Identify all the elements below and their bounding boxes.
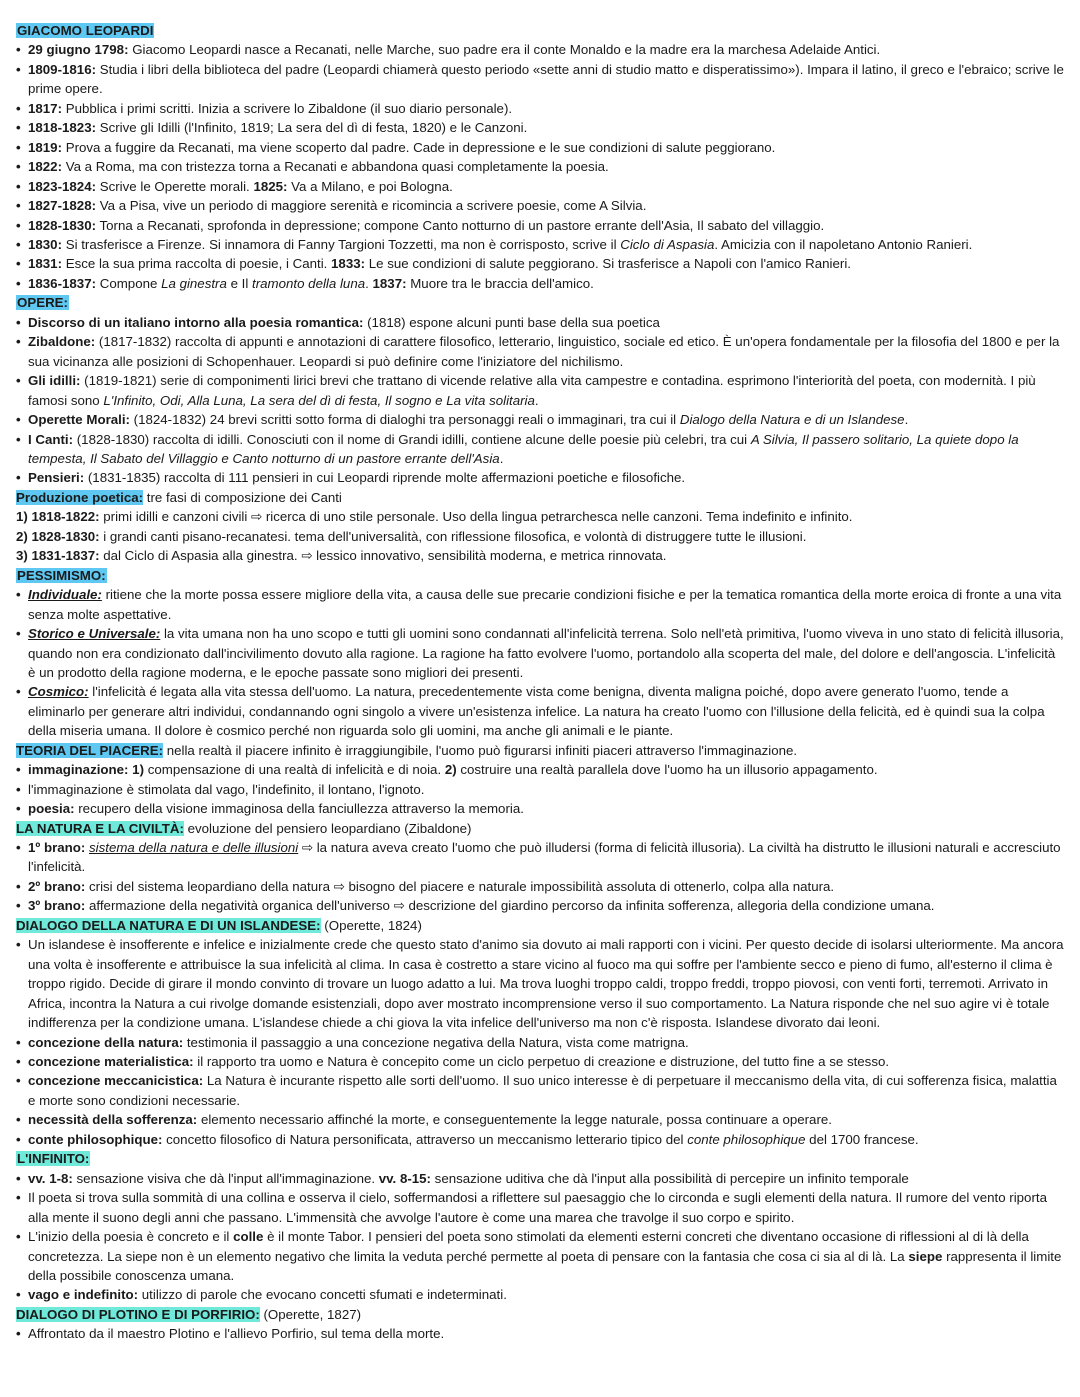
bold-term: vv. 1-8: — [28, 1170, 73, 1186]
text-run: elemento necessario affinché la morte, e conseguentemente la legge naturale, possa continuare a operare. — [197, 1112, 832, 1128]
text-run: A Silvia, Il passero solitario, La quiete dopo la tempesta, Il Sabato del Villaggio e Canto notturno di un pastore errante dell'Asia — [28, 431, 1019, 466]
text-run: Il poeta si trova sulla sommità di una collina e osserva il cielo, soffermandosi a riflettere sul paesaggio che lo circonda e sugli elementi della natura. Il rumore del vento riporta alla mente il suono degli anni che passano. L'immensità che avvolge l'autore è come una marea che travolge il suo corpo e spirito. — [28, 1190, 1047, 1225]
section-heading-label: L'INFINITO: — [17, 1151, 90, 1167]
bullet-icon: • — [16, 334, 21, 350]
bold-term: vv. 8-15: — [378, 1170, 431, 1186]
bullet-icon: • — [16, 100, 21, 116]
text-run: . — [534, 392, 539, 408]
section-heading-label: GIACOMO LEOPARDI — [17, 23, 154, 38]
text-line — [16, 1305, 1066, 1324]
list-item — [16, 935, 1066, 1032]
text-run: Va a Roma, ma con tristezza torna a Recanati e abbandona quasi completamente la poesia. — [62, 159, 609, 175]
text-run: (1819-1821) serie di componimenti lirici brevi che trattano di vicende relative alla vita campestre e contadina. esprimono l'interiorità del poeta, con modernità. I più famosi sono — [28, 373, 1036, 408]
bullet-icon: • — [16, 587, 21, 603]
bullet-icon: • — [16, 1034, 21, 1050]
bold-term: conte philosophique: — [28, 1131, 163, 1147]
bold-term: 1818-1823: — [28, 120, 97, 136]
list-item — [16, 196, 1066, 215]
bold-term: Gli idilli: — [28, 373, 81, 389]
bullet-icon: • — [16, 178, 21, 194]
bullet-icon: • — [16, 781, 21, 797]
text-run: . — [365, 275, 373, 291]
bold-term: 1833: — [331, 256, 366, 272]
text-run: dal Ciclo di Aspasia alla ginestra. ⇨ lessico innovativo, sensibilità moderna, e metrica rinnovata. — [99, 548, 667, 564]
list-item — [16, 1052, 1066, 1071]
bullet-icon: • — [16, 1073, 21, 1089]
text-run: e Il — [226, 275, 253, 291]
bold-term: necessità della sofferenza: — [28, 1112, 198, 1128]
list-item — [16, 157, 1066, 176]
bold-term: colle — [233, 1229, 264, 1245]
bold-term: 2º brano: — [28, 878, 86, 894]
text-run: . — [904, 412, 909, 428]
text-run: primi idilli e canzoni civili ⇨ ricerca di uno stile personale. Uso della lingua petrarchesca nelle canzoni. Tema indefinito e infinito. — [99, 509, 853, 525]
text-run: Pubblica i primi scritti. Inizia a scrivere lo Zibaldone (il suo diario personale). — [62, 100, 513, 116]
list-item — [16, 430, 1066, 469]
bullet-icon: • — [16, 840, 21, 856]
text-run: conte philosophique — [687, 1131, 806, 1147]
list-item — [16, 313, 1066, 332]
bold-term: 1817: — [28, 100, 63, 116]
text-run: Ciclo di Aspasia — [620, 236, 715, 252]
list-item — [16, 40, 1066, 59]
bold-term: 29 giugno 1798: — [28, 42, 129, 58]
text-run: i grandi canti pisano-recanatesi. tema dell'universalità, con riflessione filosofica, e volontà di distruggere tutte le illusioni. — [99, 528, 807, 544]
bullet-icon: • — [16, 626, 21, 642]
text-run: sensazione visiva che dà l'input all'immaginazione. — [72, 1170, 379, 1186]
list-item — [16, 216, 1066, 235]
bold-term: Cosmico: — [28, 684, 89, 700]
bullet-icon: • — [16, 1131, 21, 1147]
list-item — [16, 896, 1066, 915]
bullet-icon: • — [16, 1190, 21, 1206]
bullet-icon: • — [16, 470, 21, 486]
text-run: testimonia il passaggio a una concezione negativa della Natura, vista come matrigna. — [183, 1034, 689, 1050]
bold-term: 1º brano: — [28, 840, 86, 856]
bold-term: immaginazione: 1) — [28, 762, 144, 778]
text-run: La Natura è incurante rispetto alle sorti dell'uomo. Il suo unico interesse è di perpetuare il meccanismo della vita, di cui sofferenza fisica, malattia e morte sono condizioni necessarie. — [28, 1073, 1057, 1108]
text-run: Giacomo Leopardi nasce a Recanati, nelle Marche, suo padre era il conte Monaldo e la madre era la marchesa Adelaide Antici. — [128, 42, 881, 58]
list-item — [16, 1033, 1066, 1052]
bold-term: 1830: — [28, 236, 63, 252]
text-line — [16, 741, 1066, 760]
text-run: nella realtà il piacere infinito è irraggiungibile, l'uomo può figurarsi infiniti piaceri attraverso l'immaginazione. — [163, 742, 798, 758]
list-item — [16, 877, 1066, 896]
bullet-icon: • — [16, 937, 21, 953]
section-heading-label: Produzione poetica: — [16, 489, 144, 505]
bold-term: I Canti: — [28, 431, 74, 447]
list-item — [16, 1285, 1066, 1304]
text-run: . — [499, 450, 504, 466]
list-item — [16, 60, 1066, 99]
list-item — [16, 799, 1066, 818]
bold-term: 3) 1831-1837: — [16, 548, 100, 564]
bold-term: concezione materialistica: — [28, 1054, 194, 1070]
list-item — [16, 780, 1066, 799]
text-run: crisi del sistema leopardiano della natura ⇨ bisogno del piacere e naturale impossibilità assoluta di ottenerlo, colpa alla natura. — [85, 878, 835, 894]
section-heading-giacomo-leopardi — [16, 21, 1066, 40]
bold-term: concezione della natura: — [28, 1034, 184, 1050]
text-run: Va a Milano, e poi Bologna. — [287, 178, 453, 194]
text-run: Scrive le Operette morali. — [96, 178, 254, 194]
bold-term: vago e indefinito: — [28, 1287, 139, 1303]
bullet-icon: • — [16, 61, 21, 77]
text-run: ⇨ la natura aveva creato l'uomo che può illudersi (forma di felicità illusoria). La civiltà ha distrutto le illusioni naturali e accresciuto l'infelicità. — [28, 840, 1061, 875]
bullet-icon: • — [16, 256, 21, 272]
bold-term: 1828-1830: — [28, 217, 97, 233]
bold-term: Operette Morali: — [28, 412, 130, 428]
bullet-icon: • — [16, 412, 21, 428]
list-item — [16, 99, 1066, 118]
list-item — [16, 235, 1066, 254]
bullet-icon: • — [16, 139, 21, 155]
text-run: tre fasi di composizione dei Canti — [143, 489, 342, 505]
list-item — [16, 1227, 1066, 1285]
bullet-icon: • — [16, 431, 21, 447]
bold-term: poesia: — [28, 801, 75, 817]
list-item — [16, 838, 1066, 877]
bullet-icon: • — [16, 159, 21, 175]
list-item — [16, 624, 1066, 682]
text-run: (1818) espone alcuni punti base della sua poetica — [363, 314, 660, 330]
bullet-icon: • — [16, 217, 21, 233]
bullet-icon: • — [16, 120, 21, 136]
bold-term: 1827-1828: — [28, 198, 97, 214]
text-run: Scrive gli Idilli (l'Infinito, 1819; La sera del dì di festa, 1820) e le Canzoni. — [96, 120, 528, 136]
text-run: costruire una realtà parallela dove l'uomo ha un illusorio appagamento. — [456, 762, 878, 778]
text-run: Compone — [96, 275, 162, 291]
text-run: (1831-1835) raccolta di 111 pensieri in cui Leopardi riprende molte affermazioni poetiche e filosofiche. — [84, 470, 686, 486]
text-run: recupero della visione immaginosa della fanciullezza attraverso la memoria. — [74, 801, 524, 817]
text-run: Si trasferisce a Firenze. Si innamora di Fanny Targioni Tozzetti, ma non è corrisposto, scrive il — [62, 236, 621, 252]
text-run: Un islandese è insofferente e infelice e inizialmente crede che questo stato d'animo sia dovuto ai mali rapporti con i vicini. Per questo decide di isolarsi ulteriormente. Ma ancora una volta è insofferente e attribuisce la sua infelicità al clima. In casa è costretto a stare vicino al fuoco ma qui soffre per l'ambiente secco e pieno di fumo, all'esterno il clima è troppo rigido. Decide di girare il mondo convinto di trovare un luogo adatto a lui. Ma trova luoghi troppo caldi, troppo freddi, troppo piovosi, con venti forti, terremoti. Arrivato in Africa, incontra la Natura a cui rivolge domande esistenziali, dopo aver mostrato incomprensione verso il suo comportamento. La Natura risponde che nel suo agire vi è totale indifferenza per la condizione umana. L'islandese chiede a chi giova la vita infelice dell'universo ma non c'è risposta. Islandese divorato dai leoni. — [28, 937, 1064, 1031]
text-run: sensazione uditiva che dà l'input alla possibilità di percepire un infinito temporale — [430, 1170, 909, 1186]
list-item — [16, 1188, 1066, 1227]
bold-term: 1825: — [253, 178, 288, 194]
bold-term: 2) 1828-1830: — [16, 528, 100, 544]
list-item — [16, 254, 1066, 273]
section-heading-label: TEORIA DEL PIACERE: — [16, 742, 164, 758]
text-run: Le sue condizioni di salute peggiorano. Si trasferisce a Napoli con l'amico Ranieri. — [365, 256, 851, 272]
bold-term: Discorso di un italiano intorno alla poesia romantica: — [28, 314, 364, 330]
list-item — [16, 410, 1066, 429]
text-run: affermazione della negatività organica dell'universo ⇨ descrizione del giardino percorso da infinita sofferenza, allegoria della condizione umana. — [85, 898, 935, 914]
list-item — [16, 1169, 1066, 1188]
list-item — [16, 274, 1066, 293]
text-run: l'immaginazione è stimolata dal vago, l'indefinito, il lontano, l'ignoto. — [28, 781, 425, 797]
text-line — [16, 546, 1066, 565]
text-run: (1828-1830) raccolta di idilli. Conosciuti con il nome di Grandi idilli, contiene alcune delle poesie più celebri, tra cui — [73, 431, 751, 447]
bold-term: 1836-1837: — [28, 275, 97, 291]
text-run: La ginestra — [161, 275, 227, 291]
list-item — [16, 1071, 1066, 1110]
bold-term: 1823-1824: — [28, 178, 97, 194]
bullet-icon: • — [16, 684, 21, 700]
bold-term: Zibaldone: — [28, 334, 96, 350]
bold-term: 2) — [444, 762, 457, 778]
bold-term: 1809-1816: — [28, 61, 97, 77]
text-run: rappresenta il limite della possibile conoscenza umana. — [28, 1248, 1062, 1283]
section-heading-label: OPERE: — [17, 295, 68, 311]
text-run: utilizzo di parole che evocano concetti sfumati e indeterminati. — [138, 1287, 507, 1303]
list-item — [16, 468, 1066, 487]
bullet-icon: • — [16, 801, 21, 817]
text-run: compensazione di una realtà di infelicità e di noia. — [144, 762, 445, 778]
text-line — [16, 507, 1066, 526]
bullet-icon: • — [16, 275, 21, 291]
text-run: sistema della natura e delle illusioni — [89, 840, 299, 856]
bold-term: Individuale: — [28, 587, 102, 603]
bold-term: 1837: — [372, 275, 407, 291]
section-heading-label: DIALOGO DI PLOTINO E DI PORFIRIO: — [16, 1306, 260, 1322]
text-run: Esce la sua prima raccolta di poesie, i Canti. — [62, 256, 332, 272]
bold-term: concezione meccanicistica: — [28, 1073, 204, 1089]
text-run: (1824-1832) 24 brevi scritti sotto forma di dialoghi tra personaggi reali o immaginari, tra cui il — [129, 412, 680, 428]
section-heading-label: DIALOGO DELLA NATURA E DI UN ISLANDESE: — [16, 917, 321, 933]
list-item — [16, 585, 1066, 624]
bullet-icon: • — [16, 1170, 21, 1186]
list-item — [16, 371, 1066, 410]
text-run: Prova a fuggire da Recanati, ma viene scoperto dal padre. Cade in depressione e le sue condizioni di salute peggiorano. — [62, 139, 776, 155]
text-run: evoluzione del pensiero leopardiano (Zibaldone) — [183, 820, 472, 836]
list-item — [16, 760, 1066, 779]
text-run: l'infelicità é legata alla vita stessa dell'uomo. La natura, precedentemente vista come benigna, diventa maligna poiché, dopo avere generato l'uomo, tende a eliminarlo per generare altri individui, condannando ogni singolo a vivere un'esistenza infelice. La natura ha creato l'uomo con l'illusione della felicità, ed è quindi sua la colpa della miseria umana. Il dolore è cosmico perché non riguarda solo gli uomini, ma anche gli animali e le piante. — [28, 684, 1045, 739]
text-line — [16, 527, 1066, 546]
text-run: la vita umana non ha uno scopo e tutti gli uomini sono condannati all'infelicità terrena. Solo nell'età primitiva, l'uomo viveva in uno stato di felicità illusoria, quando non era condizionato dall'incivilimento dovuto alla ragione. La ragione ha fatto evolvere l'uomo, portandolo alla scoperta del male, del dolore e dell'angoscia. L'infelicità è un prodotto della ragione moderna, e le epoche passate sono migliori dei presenti. — [28, 626, 1064, 680]
bullet-icon: • — [16, 1229, 21, 1245]
bullet-icon: • — [16, 42, 21, 58]
text-line — [16, 819, 1066, 838]
bold-term: 1) 1818-1822: — [16, 509, 100, 525]
text-run: il rapporto tra uomo e Natura è concepito come un ciclo perpetuo di creazione e distruzione, del tutto fine a se stesso. — [193, 1054, 890, 1070]
bold-term: Pensieri: — [28, 470, 85, 486]
bold-term: 1822: — [28, 159, 63, 175]
text-run: Affrontato da il maestro Plotino e l'allievo Porfirio, sul tema della morte. — [28, 1326, 445, 1342]
list-item — [16, 138, 1066, 157]
section-heading-opere — [16, 293, 1066, 312]
list-item — [16, 1324, 1066, 1343]
bold-term: 1831: — [28, 256, 63, 272]
text-line — [16, 488, 1066, 507]
bold-term: siepe — [908, 1248, 943, 1264]
list-item — [16, 177, 1066, 196]
text-run: (Operette, 1824) — [320, 917, 422, 933]
bullet-icon: • — [16, 373, 21, 389]
text-run: Va a Pisa, vive un periodo di maggiore serenità e ricomincia a scrivere poesie, come A Silvia. — [96, 198, 647, 214]
bullet-icon: • — [16, 898, 21, 914]
bullet-icon: • — [16, 762, 21, 778]
list-item — [16, 332, 1066, 371]
section-heading-label: PESSIMISMO: — [17, 567, 106, 583]
text-line — [16, 916, 1066, 935]
text-run: L'Infinito, Odi, Alla Luna, La sera del dì di festa, Il sogno e La vita solitaria — [103, 392, 535, 408]
bold-term: Storico e Universale: — [28, 626, 161, 642]
text-run: (1817-1832) raccolta di appunti e annotazioni di carattere filosofico, letterario, linguistico, sociale ed etico. È un'opera fondamentale per la filosofia del 1800 e per la sua vicinanza alle posizioni di Schopenhauer. Leopardi si può definire come l'iniziatore del nichilismo. — [28, 334, 1060, 369]
bullet-icon: • — [16, 1287, 21, 1303]
bullet-icon: • — [16, 198, 21, 214]
text-run: concetto filosofico di Natura personificata, attraverso un meccanismo letterario tipico del — [162, 1131, 688, 1147]
section-heading-label: LA NATURA E LA CIVILTÀ: — [16, 820, 184, 836]
list-item — [16, 118, 1066, 137]
text-run: Torna a Recanati, sprofonda in depressione; compone Canto notturno di un pastore errante dell'Asia, Il sabato del villaggio. — [96, 217, 825, 233]
list-item — [16, 1130, 1066, 1149]
text-run: ritiene che la morte possa essere migliore della vita, a causa delle sue precarie condizioni fisiche e per la tematica romantica della morte eroica di fronte a una vita senza molte aspettative. — [28, 587, 1062, 622]
text-run: L'inizio della poesia è concreto e il — [28, 1229, 234, 1245]
text-run: Dialogo della Natura e di un Islandese — [679, 412, 905, 428]
list-item — [16, 682, 1066, 740]
bold-term: 3º brano: — [28, 898, 86, 914]
section-heading-pessimismo — [16, 566, 1066, 585]
section-heading-l-infinito — [16, 1149, 1066, 1168]
text-run: è il monte Tabor. I pensieri del poeta sono stimolati da elementi esterni concreti che diventano occasione di riflessioni al di là della concretezza. La siepe non è un elemento negativo che limita la veduta perché permette al poeta di pensare con la fantasia che cosa ci sia al di là. La — [28, 1229, 1029, 1264]
text-run: Studia i libri della biblioteca del padre (Leopardi chiamerà questo periodo «sette anni di studio matto e disperatissimo»). Impara il latino, il greco e l'ebraico; scrive le prime opere. — [28, 61, 1064, 97]
text-run: tramonto della luna — [252, 275, 366, 291]
text-run: Muore tra le braccia dell'amico. — [406, 275, 594, 291]
list-item — [16, 1110, 1066, 1129]
bullet-icon: • — [16, 236, 21, 252]
bullet-icon: • — [16, 1326, 21, 1342]
text-run: del 1700 francese. — [805, 1131, 919, 1147]
bullet-icon: • — [16, 314, 21, 330]
bold-term: 1819: — [28, 139, 63, 155]
text-run: . Amicizia con il napoletano Antonio Ranieri. — [714, 236, 973, 252]
bullet-icon: • — [16, 878, 21, 894]
text-run: (Operette, 1827) — [259, 1306, 362, 1322]
bullet-icon: • — [16, 1054, 21, 1070]
bullet-icon: • — [16, 1112, 21, 1128]
